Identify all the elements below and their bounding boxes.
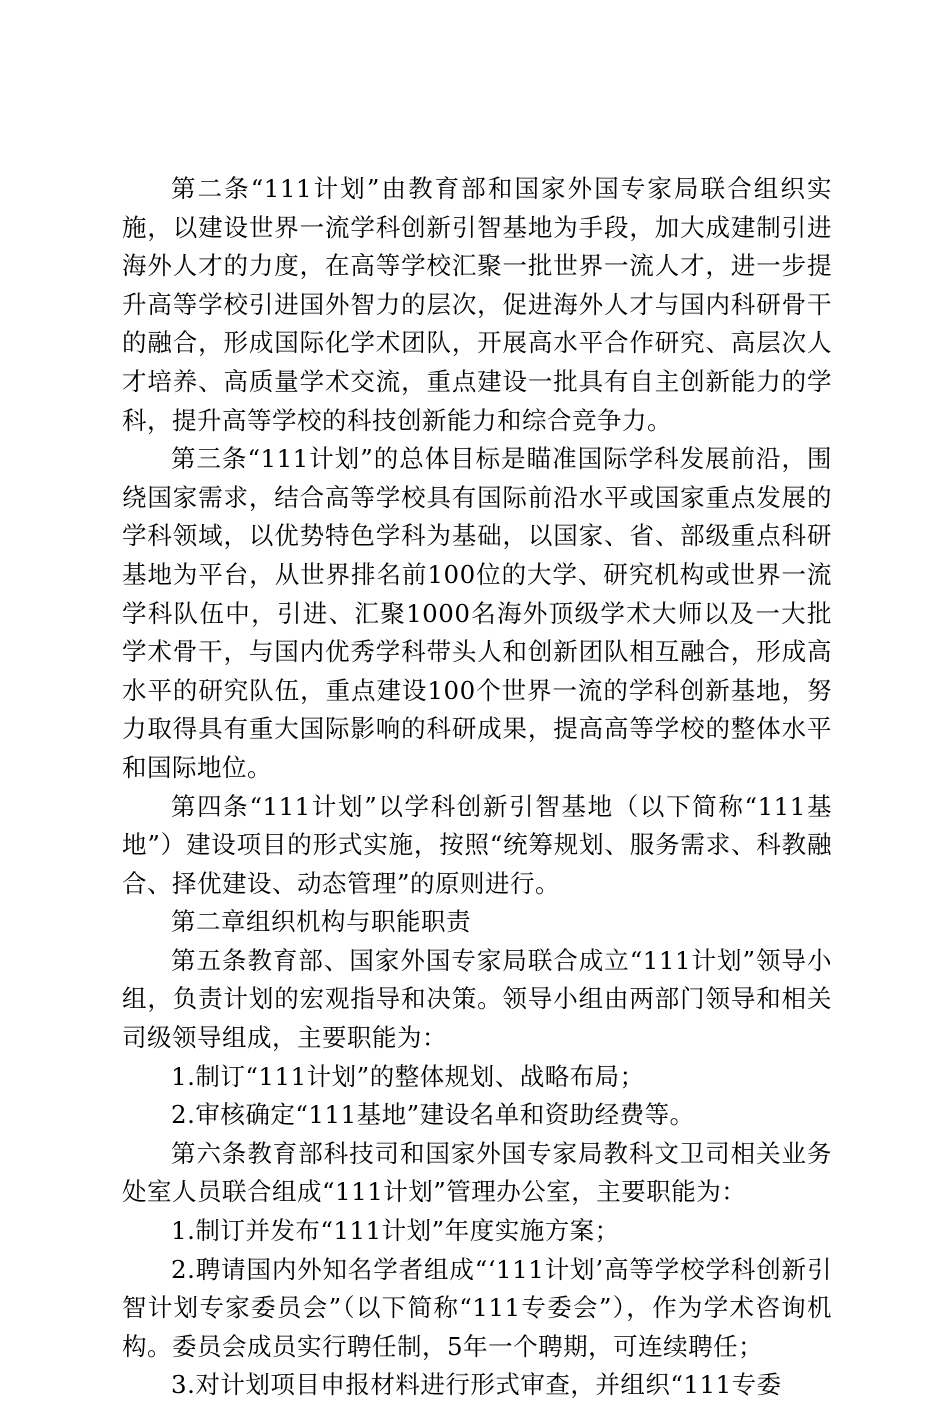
article-6-paragraph: 第六条教育部科技司和国家外国专家局教科文卫司相关业务处室人员联合组成“111计划”管理办公室，主要职能为： — [122, 1138, 832, 1207]
article-3-paragraph: 第三条“111计划”的总体目标是瞄准国际学科发展前沿，围绕国家需求，结合高等学校具有国际前沿水平或国家重点发展的学科领域，以优势特色学科为基础，以国家、省、部级重点科研基地为平台，从世界排名前100位的大学、研究机构或世界一流学科队伍中，引进、汇聚1000名海外顶级学术大师以及一大批学术骨干，与国内优秀学科带头人和创新团队相互融合，形成高水平的研究队伍，重点建设100个世界一流的学科创新基地，努力取得具有重大国际影响的科研成果，提高高等学校的整体水平和国际地位。 — [122, 444, 832, 782]
article-4-paragraph: 第四条“111计划”以学科创新引智基地（以下简称“111基地”）建设项目的形式实施，按照“统筹规划、服务需求、科教融合、择优建设、动态管理”的原则进行。 — [122, 791, 832, 898]
article-6-item-3: 3.对计划项目申报材料进行形式审查，并组织“111专委 — [171, 1370, 782, 1400]
chapter-2-heading: 第二章组织机构与职能职责 — [171, 907, 471, 937]
article-5-item-2: 2.审核确定“111基地”建设名单和资助经费等。 — [171, 1100, 695, 1130]
article-2-paragraph: 第二条“111计划”由教育部和国家外国专家局联合组织实施，以建设世界一流学科创新引智基地为手段，加大成建制引进海外人才的力度，在高等学校汇聚一批世界一流人才，进一步提升高等学校引进国外智力的层次，促进海外人才与国内科研骨干的融合，形成国际化学术团队，开展高水平合作研究、高层次人才培养、高质量学术交流，重点建设一批具有自主创新能力的学科，提升高等学校的科技创新能力和综合竞争力。 — [122, 174, 832, 435]
article-5-item-1: 1.制订“111计划”的整体规划、战略布局； — [171, 1061, 645, 1091]
document-body — [122, 170, 832, 1405]
article-6-item-2: 2.聘请国内外知名学者组成“‘111计划’高等学校学科创新引智计划专家委员会”（以下简称“111专委会”），作为学术咨询机构。委员会成员实行聘任制，5年一个聘期，可连续聘任； — [122, 1254, 832, 1361]
article-6-item-1: 1.制订并发布“111计划”年度实施方案； — [171, 1216, 620, 1246]
article-5-paragraph: 第五条教育部、国家外国专家局联合成立“111计划”领导小组，负责计划的宏观指导和决策。领导小组由两部门领导和相关司级领导组成，主要职能为： — [122, 945, 832, 1053]
